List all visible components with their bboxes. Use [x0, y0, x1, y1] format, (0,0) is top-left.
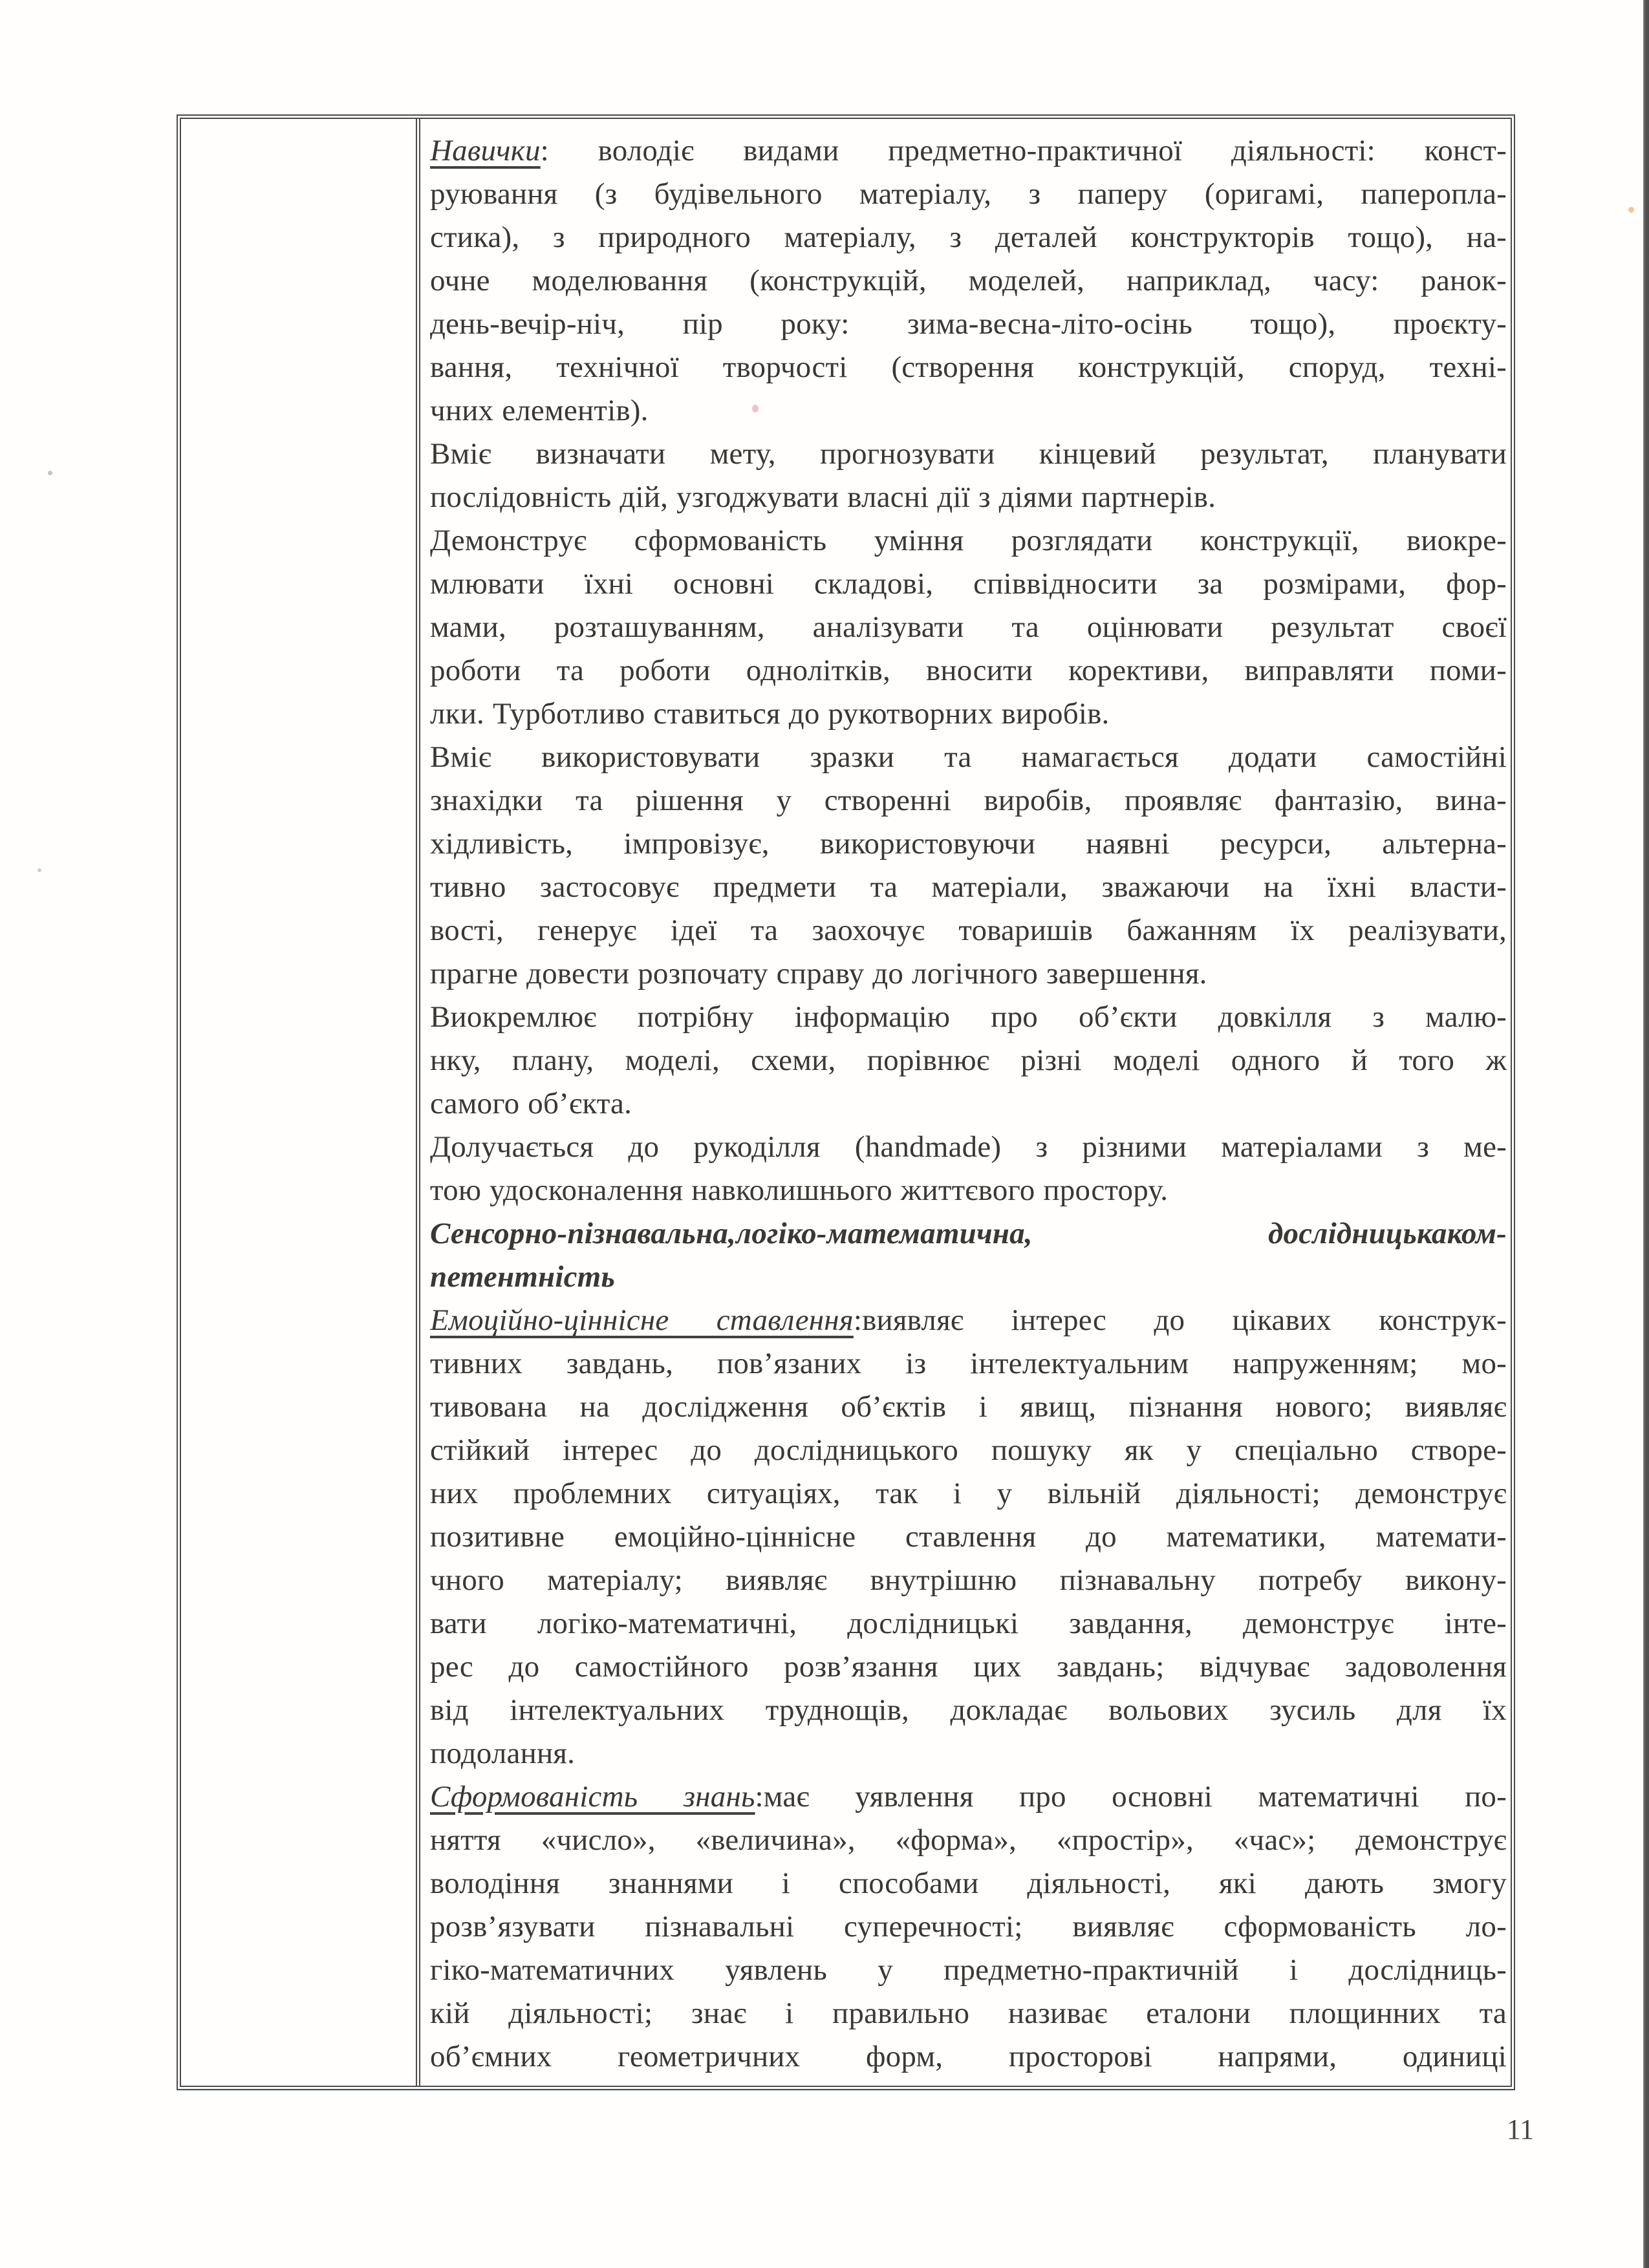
text-segment: стика), з природного матеріалу, з деталей конструкторів тощо), на- — [430, 220, 1507, 254]
text-line — [430, 692, 1507, 736]
text-line — [430, 1559, 1507, 1602]
text-line — [430, 1992, 1507, 2035]
text-line — [430, 1949, 1507, 1992]
text-line — [430, 1905, 1507, 1949]
text-segment: няття «число», «величина», «форма», «простір», «час»; демонструє — [430, 1823, 1507, 1857]
text-segment: послідовність дій, узгоджувати власні дії з діями партнерів. — [430, 480, 1216, 514]
text-line — [430, 1385, 1507, 1429]
scanner-edge-strip — [1643, 0, 1649, 2268]
text-segment: тою удосконалення навколишнього життєвого простору. — [430, 1173, 1169, 1207]
text-line — [430, 129, 1507, 173]
text-segment: від інтелектуальних труднощів, докладає вольових зусиль для їх — [430, 1693, 1507, 1727]
text-segment: млювати їхні основні складові, співвідносити за розмірами, фор- — [430, 567, 1507, 601]
text-segment: мами, розташуванням, аналізувати та оцінювати результат своєї — [430, 610, 1507, 644]
text-line — [430, 1775, 1507, 1819]
text-segment: :виявляє інтерес до цікавих конструк- — [853, 1303, 1507, 1337]
text-segment: Долучається до рукоділля (handmade) з різними матеріалами з ме- — [430, 1130, 1507, 1164]
text-segment: кій діяльності; знає і правильно називає еталони площинних та — [430, 1996, 1507, 2030]
text-segment: хідливість, імпровізує, використовуючи наявні ресурси, альтерна- — [430, 827, 1507, 861]
text-segment: вості, генерує ідеї та заохочує товаришів бажанням їх реалізувати, — [430, 914, 1507, 947]
text-segment: Вміє визначати мету, прогнозувати кінцевий результат, планувати — [430, 437, 1507, 471]
text-line — [430, 1732, 1507, 1775]
text-line — [430, 1169, 1507, 1212]
text-line — [430, 1515, 1507, 1559]
scan-speck — [48, 471, 52, 475]
text-line — [430, 1126, 1507, 1169]
text-segment-emphasis: Навички — [430, 134, 541, 167]
text-segment: тивована на дослідження об’єктів і явищ, пізнання нового; виявляє — [430, 1390, 1507, 1424]
text-line — [430, 216, 1507, 259]
text-segment-emphasis: Емоційно-ціннісне ставлення — [430, 1303, 854, 1337]
text-line — [430, 606, 1507, 649]
text-line — [430, 1429, 1507, 1472]
text-line — [430, 996, 1507, 1039]
text-line — [430, 1645, 1507, 1689]
text-line — [430, 1039, 1507, 1082]
text-line — [430, 2035, 1507, 2079]
text-line — [430, 303, 1507, 346]
right-column — [420, 119, 1511, 2086]
scan-speck — [1628, 207, 1634, 213]
text-segment: розв’язувати пізнавальні суперечності; виявляє сформованість ло- — [430, 1910, 1507, 1943]
text-line — [430, 822, 1507, 866]
text-segment: прагне довести розпочату справу до логічного завершення. — [430, 957, 1207, 990]
text-segment: чного матеріалу; виявляє внутрішню пізнавальну потребу викону- — [430, 1563, 1507, 1597]
text-segment: самого об’єкта. — [430, 1087, 632, 1120]
text-segment: нку, плану, моделі, схеми, порівнює різні моделі одного й того ж — [430, 1043, 1507, 1077]
text-line — [430, 389, 1507, 433]
text-segment: позитивне емоційно-ціннісне ставлення до математики, математи- — [430, 1520, 1507, 1554]
text-line — [430, 562, 1507, 606]
text-segment: об’ємних геометричних форм, просторові напрями, одиниці — [430, 2040, 1507, 2073]
text-segment: Вміє використовувати зразки та намагається додати самостійні — [430, 740, 1507, 774]
text-segment: гіко-математичних уявлень у предметно-практичній і дослідниць- — [430, 1953, 1507, 1987]
text-segment: тивних завдань, пов’язаних із інтелектуальним напруженням; мо- — [430, 1347, 1507, 1380]
text-segment: вати логіко-математичні, дослідницькі завдання, демонструє інте- — [430, 1607, 1507, 1640]
text-line — [430, 649, 1507, 692]
text-line — [430, 519, 1507, 562]
text-line — [430, 433, 1507, 476]
text-line — [430, 1689, 1507, 1732]
text-segment: них проблемних ситуаціях, так і у вільній діяльності; демонструє — [430, 1477, 1507, 1510]
text-segment: лки. Турботливо ставиться до рукотворних виробів. — [430, 697, 1110, 731]
text-segment: знахідки та рішення у створенні виробів, проявляє фантазію, вина- — [430, 784, 1507, 817]
text-line — [430, 909, 1507, 952]
text-line — [430, 346, 1507, 389]
text-segment-emphasis: Сенсорно-пізнавальна,логіко-математична, дослідницькаком- — [430, 1217, 1507, 1250]
text-segment-emphasis: петентність — [430, 1260, 616, 1294]
text-segment: Виокремлює потрібну інформацію про об’єкти довкілля з малю- — [430, 1000, 1507, 1034]
text-segment: роботи та роботи однолітків, вносити корективи, виправляти поми- — [430, 654, 1507, 687]
text-line — [430, 259, 1507, 303]
scan-speck — [752, 405, 759, 412]
text-line — [430, 866, 1507, 909]
text-line — [430, 736, 1507, 779]
text-segment: тивно застосовує предмети та матеріали, зважаючи на їхні власти- — [430, 870, 1507, 904]
text-segment: вання, технічної творчості (створення конструкцій, споруд, техні- — [430, 350, 1507, 384]
text-segment: Демонструє сформованість уміння розглядати конструкції, виокре- — [430, 524, 1507, 557]
text-line — [430, 1082, 1507, 1126]
text-segment-emphasis: Сформованість знань — [430, 1780, 755, 1813]
text-segment: :має уявлення про основні математичні по- — [755, 1780, 1507, 1813]
text-line — [430, 1256, 1507, 1299]
text-line — [430, 1212, 1507, 1256]
text-line — [430, 1819, 1507, 1862]
text-segment: подолання. — [430, 1737, 576, 1770]
text-line — [430, 779, 1507, 822]
content-table — [177, 114, 1515, 2090]
scan-speck — [38, 868, 41, 872]
text-line — [430, 173, 1507, 216]
text-segment: руювання (з будівельного матеріалу, з паперу (оригамі, паперопла- — [430, 177, 1507, 211]
text-line — [430, 1862, 1507, 1905]
text-segment: : володіє видами предметно-практичної діяльності: конст- — [540, 134, 1507, 167]
text-segment: чних елементів). — [430, 394, 649, 427]
left-column-empty-cell — [181, 119, 420, 2086]
text-segment: володіння знаннями і способами діяльності, які дають змогу — [430, 1867, 1507, 1900]
text-line — [430, 1602, 1507, 1645]
text-line — [430, 476, 1507, 519]
text-line — [430, 952, 1507, 996]
text-line — [430, 1299, 1507, 1342]
page-number: 11 — [1506, 2113, 1535, 2145]
text-segment: день-вечір-ніч, пір року: зима-весна-літо-осінь тощо), проєкту- — [430, 307, 1507, 341]
text-line — [430, 1342, 1507, 1385]
text-segment: стійкий інтерес до дослідницького пошуку як у спеціально створе- — [430, 1433, 1507, 1467]
text-line — [430, 1472, 1507, 1515]
text-segment: очне моделювання (конструкцій, моделей, наприклад, часу: ранок- — [430, 264, 1507, 297]
text-segment: рес до самостійного розв’язання цих завдань; відчуває задоволення — [430, 1650, 1507, 1684]
